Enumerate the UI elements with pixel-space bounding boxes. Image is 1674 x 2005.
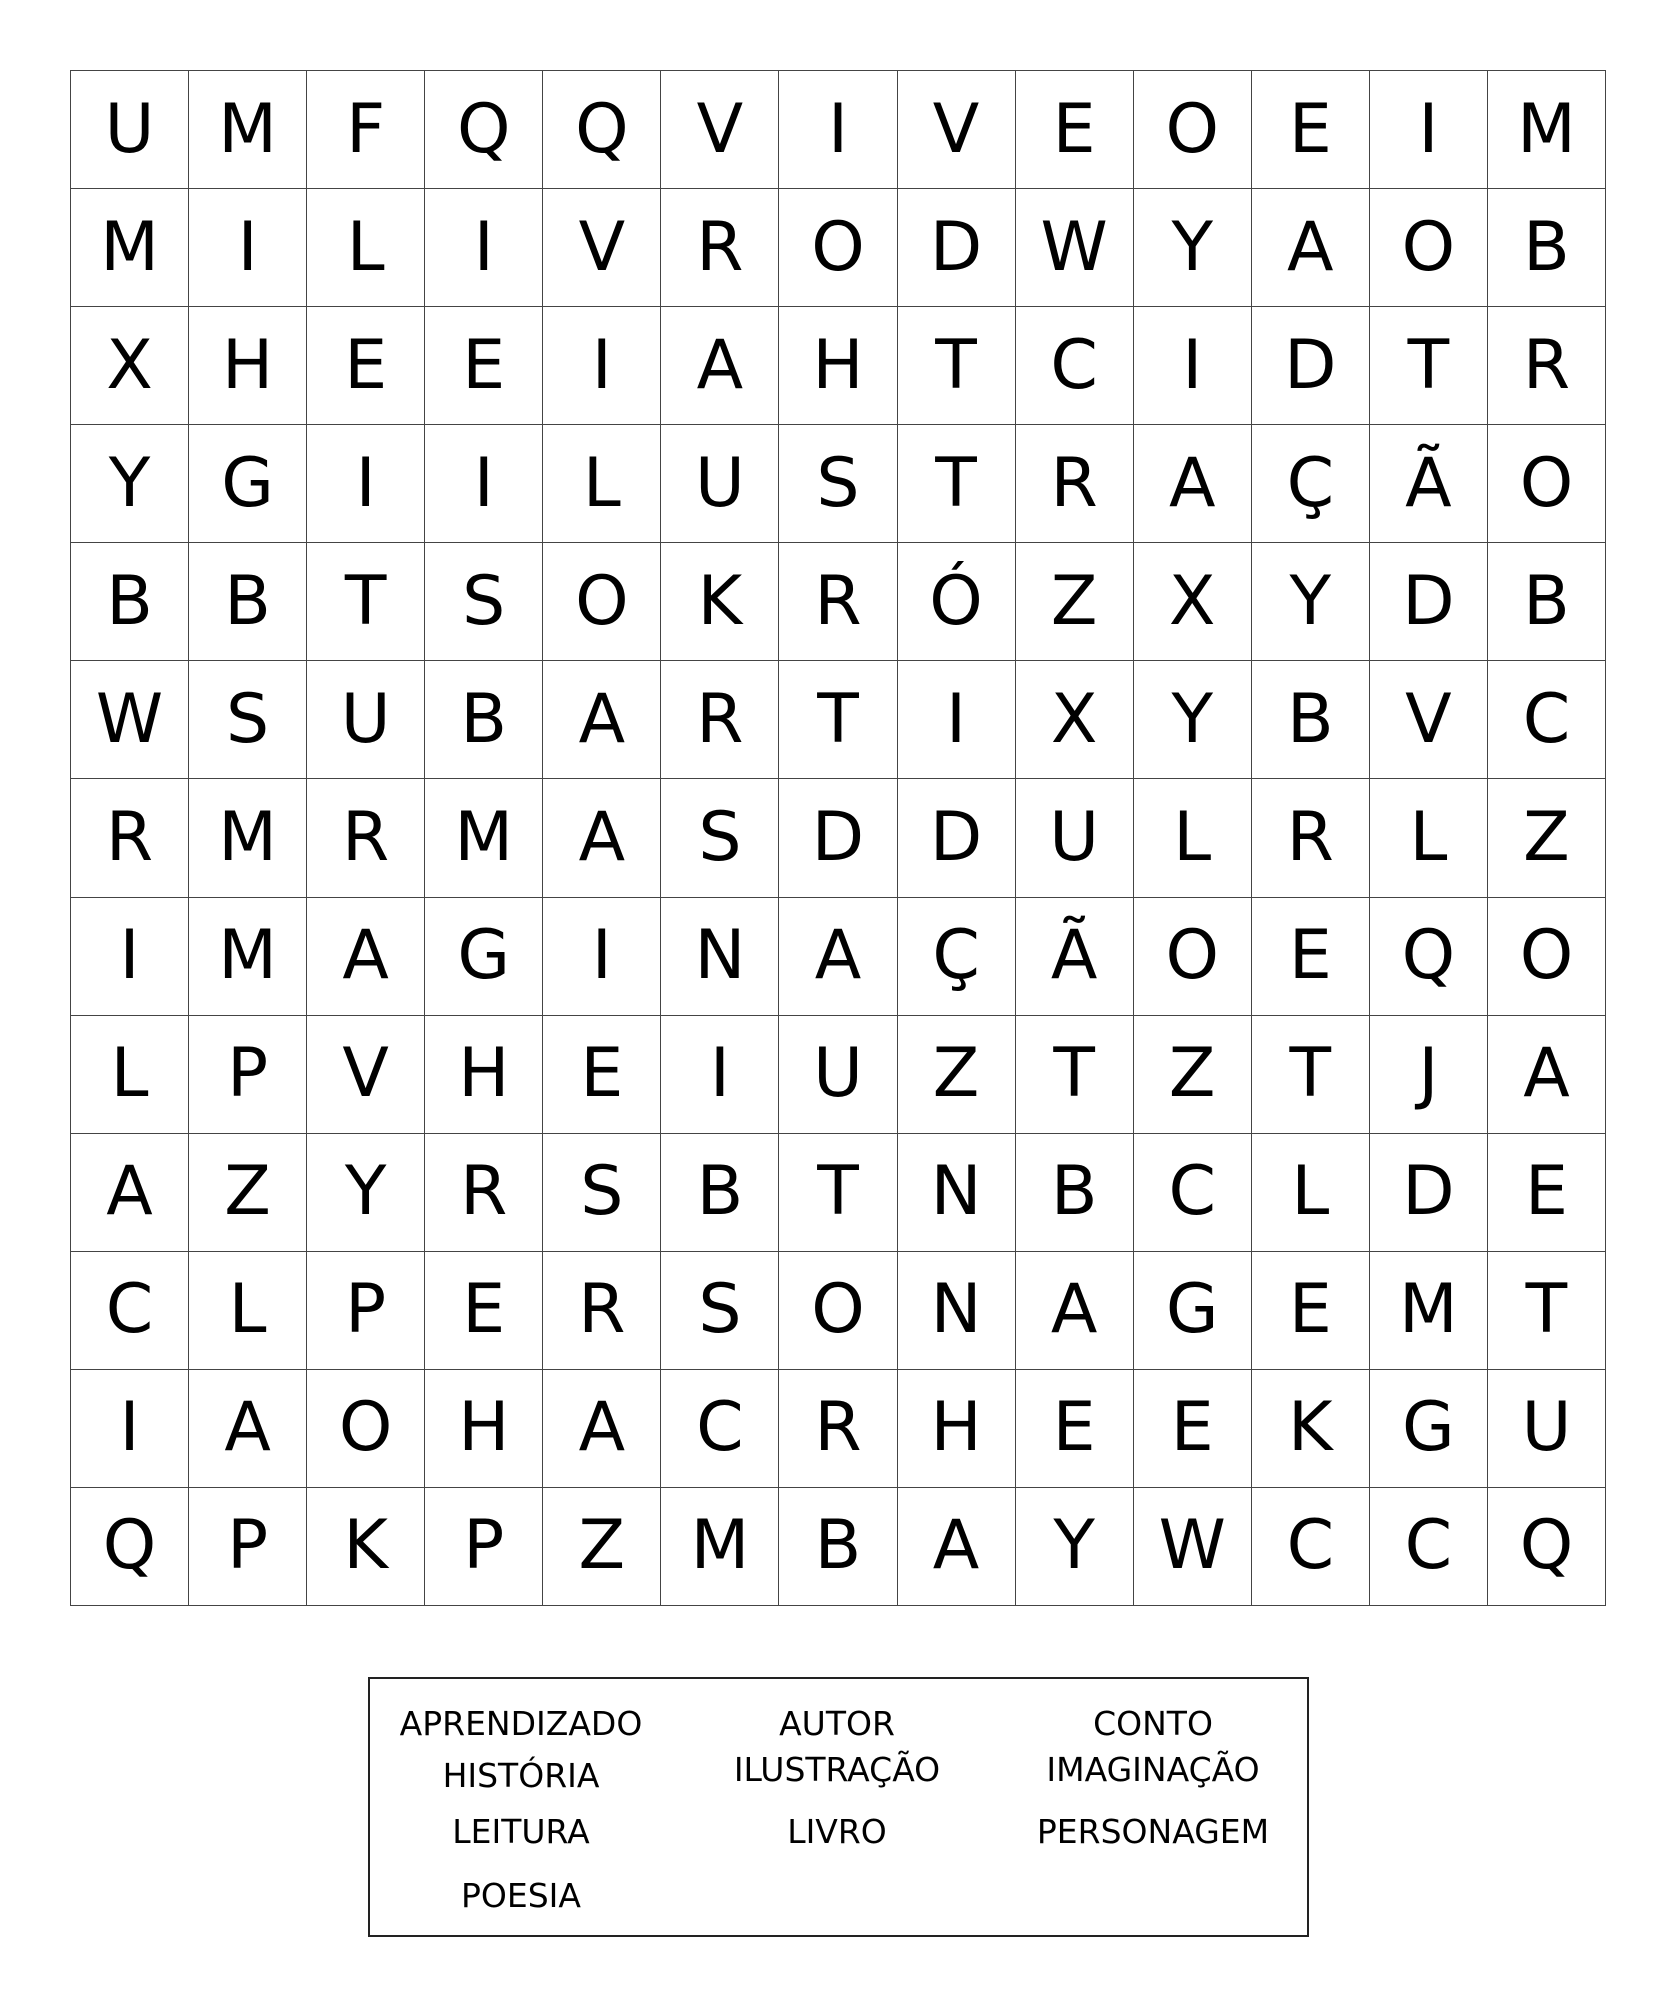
grid-cell[interactable]: I: [425, 189, 543, 307]
grid-cell[interactable]: E: [1134, 1370, 1252, 1488]
grid-cell[interactable]: Ç: [1252, 425, 1370, 543]
word-list-item: LEITURA: [452, 1812, 590, 1851]
grid-cell[interactable]: A: [1252, 189, 1370, 307]
grid-cell[interactable]: O: [1370, 189, 1488, 307]
grid-cell[interactable]: R: [661, 189, 779, 307]
grid-cell[interactable]: R: [425, 1134, 543, 1252]
grid-cell[interactable]: T: [1488, 1252, 1606, 1370]
grid-cell[interactable]: I: [1134, 307, 1252, 425]
grid-cell[interactable]: N: [898, 1252, 1016, 1370]
grid-cell[interactable]: T: [898, 425, 1016, 543]
grid-cell[interactable]: U: [661, 425, 779, 543]
grid-cell[interactable]: P: [189, 1488, 307, 1606]
grid-cell[interactable]: D: [898, 779, 1016, 897]
grid-cell[interactable]: U: [1016, 779, 1134, 897]
grid-cell[interactable]: O: [1488, 425, 1606, 543]
grid-cell[interactable]: Q: [1488, 1488, 1606, 1606]
grid-cell[interactable]: B: [425, 661, 543, 779]
grid-cell[interactable]: I: [543, 898, 661, 1016]
grid-cell[interactable]: E: [1016, 71, 1134, 189]
grid-cell[interactable]: G: [189, 425, 307, 543]
grid-cell[interactable]: O: [1134, 898, 1252, 1016]
grid-cell[interactable]: D: [898, 189, 1016, 307]
grid-cell[interactable]: H: [425, 1370, 543, 1488]
grid-cell[interactable]: C: [1252, 1488, 1370, 1606]
grid-cell[interactable]: I: [661, 1016, 779, 1134]
grid-cell[interactable]: B: [1252, 661, 1370, 779]
grid-cell[interactable]: V: [1370, 661, 1488, 779]
grid-cell[interactable]: B: [661, 1134, 779, 1252]
grid-cell[interactable]: I: [543, 307, 661, 425]
grid-cell[interactable]: E: [543, 1016, 661, 1134]
grid-cell[interactable]: W: [1016, 189, 1134, 307]
grid-cell[interactable]: A: [71, 1134, 189, 1252]
grid-cell[interactable]: A: [543, 661, 661, 779]
grid-cell[interactable]: Z: [1488, 779, 1606, 897]
grid-cell[interactable]: L: [1134, 779, 1252, 897]
grid-cell[interactable]: E: [1016, 1370, 1134, 1488]
grid-cell[interactable]: Y: [307, 1134, 425, 1252]
grid-cell[interactable]: Z: [1016, 543, 1134, 661]
grid-cell[interactable]: Z: [898, 1016, 1016, 1134]
grid-cell[interactable]: T: [1370, 307, 1488, 425]
grid-cell[interactable]: E: [1252, 898, 1370, 1016]
grid-cell[interactable]: Q: [1370, 898, 1488, 1016]
grid-cell[interactable]: S: [661, 779, 779, 897]
grid-cell[interactable]: H: [425, 1016, 543, 1134]
grid-cell[interactable]: N: [661, 898, 779, 1016]
grid-cell[interactable]: A: [1488, 1016, 1606, 1134]
word-list-item: HISTÓRIA: [442, 1756, 600, 1795]
grid-cell[interactable]: R: [543, 1252, 661, 1370]
grid-cell[interactable]: L: [1370, 779, 1488, 897]
grid-cell[interactable]: A: [661, 307, 779, 425]
grid-cell[interactable]: D: [1370, 543, 1488, 661]
grid-cell[interactable]: H: [189, 307, 307, 425]
grid-cell[interactable]: N: [898, 1134, 1016, 1252]
word-list-item: CONTO: [1093, 1704, 1213, 1743]
grid-cell[interactable]: S: [543, 1134, 661, 1252]
grid-cell[interactable]: Y: [1134, 189, 1252, 307]
grid-cell[interactable]: Q: [425, 71, 543, 189]
grid-cell[interactable]: R: [1016, 425, 1134, 543]
grid-cell[interactable]: A: [779, 898, 897, 1016]
grid-cell[interactable]: G: [425, 898, 543, 1016]
grid-cell[interactable]: M: [661, 1488, 779, 1606]
grid-cell[interactable]: M: [189, 71, 307, 189]
grid-cell[interactable]: A: [543, 1370, 661, 1488]
grid-cell[interactable]: Ó: [898, 543, 1016, 661]
grid-cell[interactable]: T: [779, 1134, 897, 1252]
grid-cell[interactable]: A: [543, 779, 661, 897]
grid-cell[interactable]: E: [1252, 71, 1370, 189]
grid-cell[interactable]: W: [1134, 1488, 1252, 1606]
grid-cell[interactable]: S: [779, 425, 897, 543]
grid-cell[interactable]: R: [1488, 307, 1606, 425]
grid-cell[interactable]: B: [1488, 189, 1606, 307]
grid-cell[interactable]: E: [307, 307, 425, 425]
grid-cell[interactable]: O: [1488, 898, 1606, 1016]
grid-cell[interactable]: P: [425, 1488, 543, 1606]
grid-cell[interactable]: T: [307, 543, 425, 661]
grid-cell[interactable]: V: [661, 71, 779, 189]
grid-cell[interactable]: V: [543, 189, 661, 307]
grid-cell[interactable]: S: [661, 1252, 779, 1370]
word-list-box: [368, 1677, 1309, 1937]
grid-cell[interactable]: Z: [189, 1134, 307, 1252]
grid-cell[interactable]: I: [307, 425, 425, 543]
grid-cell[interactable]: C: [1488, 661, 1606, 779]
grid-cell[interactable]: U: [71, 71, 189, 189]
grid-cell[interactable]: M: [71, 189, 189, 307]
grid-cell[interactable]: R: [71, 779, 189, 897]
grid-cell[interactable]: B: [1016, 1134, 1134, 1252]
grid-cell[interactable]: E: [425, 307, 543, 425]
grid-cell[interactable]: L: [189, 1252, 307, 1370]
grid-cell[interactable]: I: [898, 661, 1016, 779]
grid-cell[interactable]: O: [779, 1252, 897, 1370]
grid-cell[interactable]: W: [71, 661, 189, 779]
grid-cell[interactable]: K: [307, 1488, 425, 1606]
grid-cell[interactable]: O: [307, 1370, 425, 1488]
grid-cell[interactable]: I: [189, 189, 307, 307]
grid-cell[interactable]: F: [307, 71, 425, 189]
grid-cell[interactable]: A: [898, 1488, 1016, 1606]
grid-cell[interactable]: O: [543, 543, 661, 661]
grid-cell[interactable]: C: [661, 1370, 779, 1488]
grid-cell[interactable]: T: [779, 661, 897, 779]
grid-cell[interactable]: Y: [71, 425, 189, 543]
grid-cell[interactable]: K: [661, 543, 779, 661]
grid-cell[interactable]: R: [779, 543, 897, 661]
grid-cell[interactable]: X: [1134, 543, 1252, 661]
grid-cell[interactable]: Q: [71, 1488, 189, 1606]
letter-grid: [70, 70, 1606, 1606]
grid-cell[interactable]: C: [1134, 1134, 1252, 1252]
grid-cell[interactable]: O: [1134, 71, 1252, 189]
grid-cell[interactable]: P: [307, 1252, 425, 1370]
grid-cell[interactable]: Ç: [898, 898, 1016, 1016]
grid-cell[interactable]: R: [307, 779, 425, 897]
grid-cell[interactable]: C: [1016, 307, 1134, 425]
grid-cell[interactable]: I: [71, 898, 189, 1016]
grid-cell[interactable]: L: [307, 189, 425, 307]
grid-cell[interactable]: E: [1252, 1252, 1370, 1370]
grid-cell[interactable]: M: [1488, 71, 1606, 189]
grid-cell[interactable]: B: [779, 1488, 897, 1606]
grid-cell[interactable]: I: [1370, 71, 1488, 189]
grid-cell[interactable]: M: [1370, 1252, 1488, 1370]
grid-cell[interactable]: J: [1370, 1016, 1488, 1134]
grid-cell[interactable]: B: [71, 543, 189, 661]
grid-cell[interactable]: X: [1016, 661, 1134, 779]
grid-cell[interactable]: D: [1252, 307, 1370, 425]
grid-cell[interactable]: L: [543, 425, 661, 543]
grid-cell[interactable]: C: [71, 1252, 189, 1370]
grid-cell[interactable]: S: [425, 543, 543, 661]
grid-cell[interactable]: T: [1252, 1016, 1370, 1134]
grid-cell[interactable]: Ã: [1016, 898, 1134, 1016]
grid-cell[interactable]: I: [71, 1370, 189, 1488]
grid-cell[interactable]: U: [779, 1016, 897, 1134]
grid-cell[interactable]: P: [189, 1016, 307, 1134]
grid-cell[interactable]: U: [307, 661, 425, 779]
grid-cell[interactable]: R: [1252, 779, 1370, 897]
word-list-item: ILUSTRAÇÃO: [733, 1750, 941, 1789]
grid-cell[interactable]: G: [1134, 1252, 1252, 1370]
word-list-item: APRENDIZADO: [399, 1704, 643, 1743]
grid-cell[interactable]: M: [425, 779, 543, 897]
grid-cell[interactable]: G: [1370, 1370, 1488, 1488]
grid-cell[interactable]: L: [1252, 1134, 1370, 1252]
grid-cell[interactable]: R: [661, 661, 779, 779]
grid-cell[interactable]: Z: [1134, 1016, 1252, 1134]
word-list-item: LIVRO: [787, 1812, 887, 1851]
word-list-item: IMAGINAÇÃO: [1046, 1750, 1260, 1789]
grid-cell[interactable]: Ã: [1370, 425, 1488, 543]
grid-cell[interactable]: Z: [543, 1488, 661, 1606]
grid-cell[interactable]: Y: [1134, 661, 1252, 779]
grid-cell[interactable]: E: [425, 1252, 543, 1370]
grid-cell[interactable]: D: [779, 779, 897, 897]
grid-cell[interactable]: A: [189, 1370, 307, 1488]
grid-cell[interactable]: U: [1488, 1370, 1606, 1488]
grid-cell[interactable]: H: [898, 1370, 1016, 1488]
grid-cell[interactable]: L: [71, 1016, 189, 1134]
word-list-item: POESIA: [461, 1876, 581, 1915]
grid-cell[interactable]: I: [779, 71, 897, 189]
grid-cell[interactable]: B: [1488, 543, 1606, 661]
grid-cell[interactable]: T: [898, 307, 1016, 425]
grid-cell[interactable]: V: [307, 1016, 425, 1134]
grid-cell[interactable]: E: [1488, 1134, 1606, 1252]
word-list-item: AUTOR: [779, 1704, 895, 1743]
grid-cell[interactable]: Q: [543, 71, 661, 189]
word-list-item: PERSONAGEM: [1036, 1812, 1270, 1851]
grid-cell[interactable]: A: [307, 898, 425, 1016]
grid-cell[interactable]: X: [71, 307, 189, 425]
grid-cell[interactable]: O: [779, 189, 897, 307]
grid-cell[interactable]: M: [189, 898, 307, 1016]
grid-cell[interactable]: Y: [1252, 543, 1370, 661]
grid-cell[interactable]: C: [1370, 1488, 1488, 1606]
grid-cell[interactable]: H: [779, 307, 897, 425]
grid-cell[interactable]: A: [1016, 1252, 1134, 1370]
grid-cell[interactable]: M: [189, 779, 307, 897]
grid-cell[interactable]: D: [1370, 1134, 1488, 1252]
grid-cell[interactable]: R: [779, 1370, 897, 1488]
grid-cell[interactable]: K: [1252, 1370, 1370, 1488]
grid-cell[interactable]: Y: [1016, 1488, 1134, 1606]
grid-cell[interactable]: I: [425, 425, 543, 543]
grid-cell[interactable]: B: [189, 543, 307, 661]
grid-cell[interactable]: A: [1134, 425, 1252, 543]
grid-cell[interactable]: S: [189, 661, 307, 779]
grid-cell[interactable]: V: [898, 71, 1016, 189]
grid-cell[interactable]: T: [1016, 1016, 1134, 1134]
